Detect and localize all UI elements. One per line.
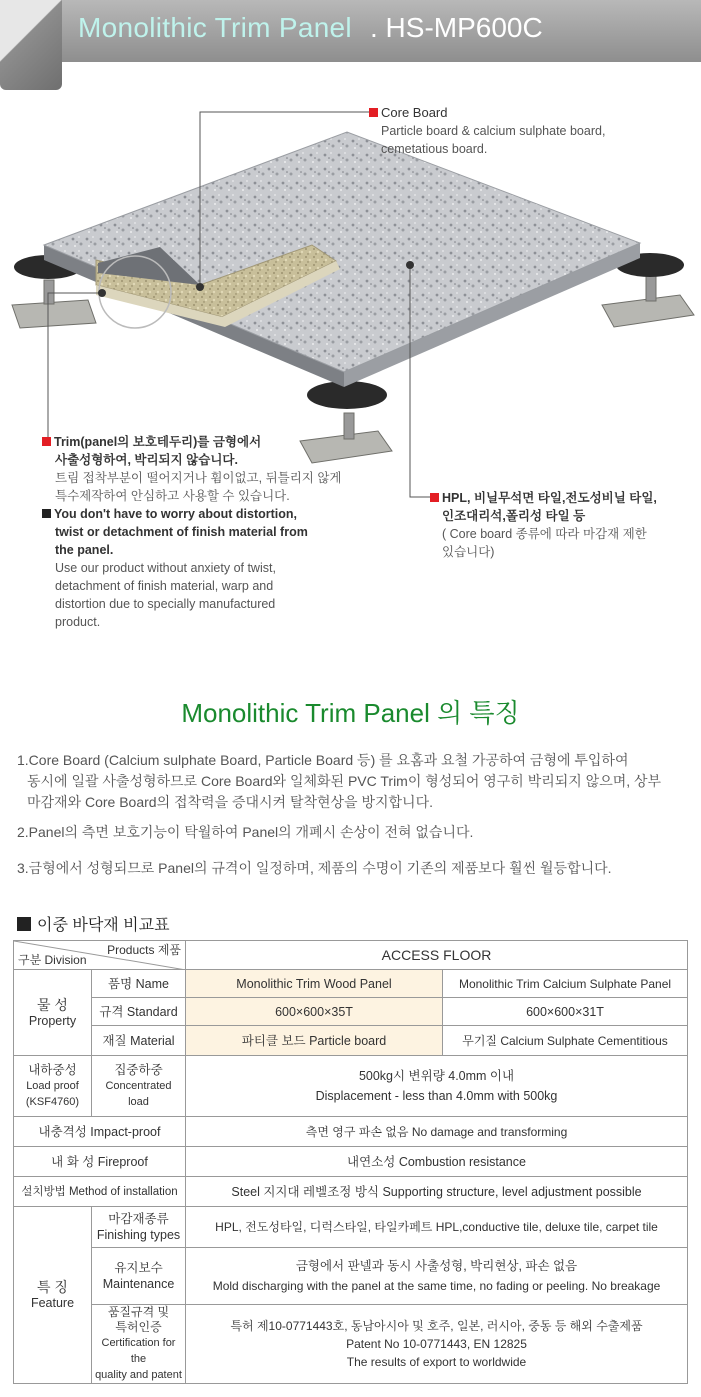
trim-en-bold-line2: twist or detachment of finish material from bbox=[55, 525, 308, 539]
core-board-line2: cemetatious board. bbox=[381, 142, 488, 156]
feature-item-1-line3: 마감재와 Core Board의 접착력을 증대시켜 탈착현상을 방지합니다. bbox=[27, 794, 433, 810]
comparison-table bbox=[13, 940, 688, 1384]
hpl-note-line2: 있습니다) bbox=[442, 545, 495, 559]
core-board-title: Core Board bbox=[381, 105, 448, 120]
concentrated-en: Concentrated load bbox=[105, 1080, 172, 1108]
red-square-icon bbox=[369, 108, 378, 117]
table-row bbox=[14, 1177, 688, 1207]
property-cell bbox=[14, 970, 92, 1056]
features-title: Monolithic Trim Panel 의 특징 bbox=[181, 698, 520, 728]
trim-en-line1: Use our product without anxiety of twist, bbox=[55, 561, 276, 575]
load-ko: 내하중성 bbox=[28, 1062, 77, 1077]
name-calcium: Monolithic Trim Calcium Sulphate Panel bbox=[443, 970, 688, 998]
install-label: 설치방법 Method of installation bbox=[14, 1177, 186, 1207]
header-corner-tab bbox=[0, 0, 62, 90]
property-en: Property bbox=[28, 1013, 77, 1028]
trim-ko-line2: 특수제작하여 안심하고 사용할 수 있습니다. bbox=[55, 489, 290, 503]
hpl-note-line1: ( Core board 종류에 따라 마감재 제한 bbox=[442, 527, 647, 541]
table-row bbox=[14, 1026, 688, 1056]
material-calcium: 무기질 Calcium Sulphate Cementitious bbox=[443, 1026, 688, 1056]
core-board-callout bbox=[369, 104, 605, 158]
feature-ko: 특 징 bbox=[37, 1279, 68, 1295]
finishing-en: Finishing types bbox=[96, 1228, 181, 1242]
feature-item-3: 3.금형에서 성형되므로 Panel의 규격이 일정하며, 제품의 수명이 기존의 제품보다 훨씬 월등합니다. bbox=[17, 860, 612, 876]
certification-value-cell bbox=[186, 1305, 688, 1384]
concentrated-ko: 집중하중 bbox=[114, 1063, 163, 1077]
table-row bbox=[14, 1305, 688, 1384]
certification-ko2: 특허인증 bbox=[115, 1320, 162, 1334]
property-ko: 물 성 bbox=[37, 996, 68, 1013]
hpl-callout bbox=[430, 489, 657, 561]
comparison-section-title bbox=[17, 912, 170, 935]
corner-products-label: Products 제품 bbox=[107, 943, 181, 957]
red-square-icon bbox=[430, 493, 439, 502]
black-square-icon bbox=[17, 917, 31, 931]
model-number: . HS-MP600C bbox=[370, 12, 543, 43]
comparison-section-label: 이중 바닥재 비교표 bbox=[37, 917, 170, 934]
load-proof-cell bbox=[14, 1056, 92, 1117]
fire-label: 내 화 성 Fireproof bbox=[14, 1147, 186, 1177]
feature-en: Feature bbox=[30, 1296, 75, 1310]
core-board-line1: Particle board & calcium sulphate board, bbox=[381, 124, 606, 138]
finishing-value: HPL, 전도성타일, 디럭스타일, 타일카페트 HPL,conductive tile, deluxe tile, carpet tile bbox=[186, 1207, 688, 1248]
certification-label-cell bbox=[92, 1305, 186, 1384]
corner-division-label: 구분 Division bbox=[18, 953, 87, 967]
trim-ko-line1: 트림 접착부분이 떨어지거나 휨이없고, 뒤틀리지 않게 bbox=[55, 471, 342, 485]
trim-en-line2: detachment of finish material, warp and bbox=[55, 579, 274, 593]
fire-value: 내연소성 Combustion resistance bbox=[186, 1147, 688, 1177]
feature-cell bbox=[14, 1207, 92, 1384]
standard-label: 규격 Standard bbox=[92, 998, 186, 1026]
trim-en-bold-line1: You don't have to worry about distortion, bbox=[54, 507, 298, 521]
finishing-ko: 마감재종류 bbox=[108, 1212, 169, 1226]
table-row bbox=[14, 1056, 688, 1117]
trim-callout bbox=[42, 433, 342, 631]
load-en: Load proof bbox=[26, 1079, 79, 1092]
certification-ko1: 품질규격 및 bbox=[107, 1305, 170, 1319]
maintenance-label-cell bbox=[92, 1248, 186, 1305]
table-row bbox=[14, 998, 688, 1026]
trim-ko-bold-line1: Trim(panel의 보호테두리)를 금형에서 bbox=[54, 435, 262, 449]
load-value-cell bbox=[186, 1056, 688, 1117]
trim-en-line3: distortion due to specially manufactured bbox=[55, 597, 276, 611]
black-square-icon bbox=[42, 509, 51, 518]
table-row bbox=[14, 1248, 688, 1305]
red-square-icon bbox=[42, 437, 51, 446]
certification-value-line2: Patent No 10-0771443, EN 12825 bbox=[346, 1337, 527, 1351]
maintenance-value-ko: 금형에서 판넬과 동시 사출성형, 박리현상, 파손 없음 bbox=[295, 1259, 578, 1273]
impact-value: 측면 영구 파손 없음 No damage and transforming bbox=[186, 1117, 688, 1147]
table-row bbox=[14, 970, 688, 998]
table-row bbox=[14, 1207, 688, 1248]
name-label: 품명 Name bbox=[92, 970, 186, 998]
load-value-ko: 500kg시 변위량 4.0mm 이내 bbox=[358, 1069, 515, 1083]
page-header bbox=[0, 0, 701, 90]
standard-wood: 600×600×35T bbox=[186, 998, 443, 1026]
feature-item-1 bbox=[17, 750, 661, 813]
install-value: Steel 지지대 레벨조정 방식 Supporting structure, level adjustment possible bbox=[186, 1177, 688, 1207]
table-row bbox=[14, 941, 688, 970]
maintenance-value-cell bbox=[186, 1248, 688, 1305]
certification-value-line3: The results of export to worldwide bbox=[346, 1355, 527, 1369]
hpl-bold-line1: HPL, 비닐무석면 타일,전도성비닐 타일, bbox=[442, 491, 657, 505]
finishing-label-cell bbox=[92, 1207, 186, 1248]
access-floor-header: ACCESS FLOOR bbox=[186, 941, 688, 970]
maintenance-value-en: Mold discharging with the panel at the same time, no fading or peeling. No breakage bbox=[212, 1279, 661, 1293]
certification-en2: quality and patent bbox=[95, 1369, 182, 1381]
table-row bbox=[14, 1117, 688, 1147]
certification-value-line1: 특허 제10-0771443호, 동남아시아 및 호주, 일본, 러시아, 중동 등 해외 수출제품 bbox=[230, 1319, 643, 1333]
trim-en-line4: product. bbox=[55, 615, 101, 629]
maintenance-en: Maintenance bbox=[102, 1277, 175, 1291]
load-standard: (KSF4760) bbox=[25, 1095, 80, 1108]
name-wood: Monolithic Trim Wood Panel bbox=[186, 970, 443, 998]
table-row bbox=[14, 1147, 688, 1177]
concentrated-load-cell bbox=[92, 1056, 186, 1117]
trim-ko-bold-line2: 사출성형하여, 박리되지 않습니다. bbox=[55, 453, 238, 467]
impact-label: 내충격성 Impact-proof bbox=[14, 1117, 186, 1147]
material-wood: 파티클 보드 Particle board bbox=[186, 1026, 443, 1056]
feature-item-1-line1: 1.Core Board (Calcium sulphate Board, Particle Board 등) 를 요홈과 요철 가공하여 금형에 투입하여 bbox=[17, 752, 629, 768]
maintenance-ko: 유지보수 bbox=[114, 1261, 163, 1275]
load-value-en: Displacement - less than 4.0mm with 500kg bbox=[315, 1089, 558, 1103]
corner-cell bbox=[14, 941, 186, 970]
certification-en1: Certification for the bbox=[101, 1337, 176, 1365]
trim-en-bold-line3: the panel. bbox=[55, 543, 114, 557]
material-label: 재질 Material bbox=[92, 1026, 186, 1056]
panel-illustration bbox=[0, 95, 701, 675]
hpl-bold-line2: 인조대리석,폴리성 타일 등 bbox=[442, 509, 586, 523]
feature-item-1-line2: 동시에 일괄 사출성형하므로 Core Board와 일체화된 PVC Trim이 형성되어 영구히 박리되지 않으며, 상부 bbox=[27, 773, 662, 789]
feature-item-2: 2.Panel의 측면 보호기능이 탁월하여 Panel의 개폐시 손상이 전혀 없습니다. bbox=[17, 824, 474, 840]
page-title: Monolithic Trim Panel bbox=[78, 12, 352, 43]
standard-calcium: 600×600×31T bbox=[443, 998, 688, 1026]
